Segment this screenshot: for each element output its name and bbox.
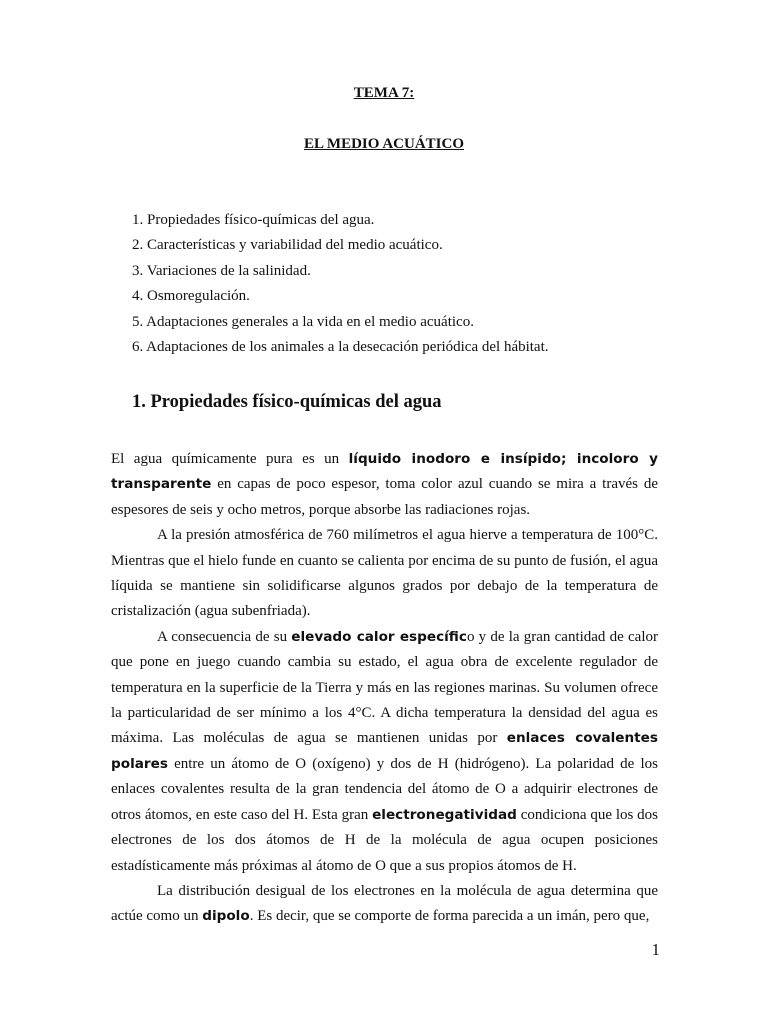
- section-body: [111, 447, 658, 930]
- toc-item: 1. Propiedades físico-químicas del agua.: [132, 212, 375, 228]
- paragraph-2: [111, 523, 658, 625]
- toc-item: 2. Características y variabilidad del medio acuático.: [132, 237, 443, 254]
- bold-term: electronegatividad: [372, 806, 517, 823]
- text-run: entre un átomo de O (oxígeno) y dos de H (hidrógeno). La polaridad de los enlaces covalentes resulta de la gran tendencia del átomo de O a adquirir electrones de otros átomos, en este caso del H. Esta gran: [111, 755, 658, 823]
- bold-term: enlaces covalentes polares: [111, 730, 658, 772]
- text-run: en capas de poco espesor, toma color azul cuando se mira a través de espesores de seis y ocho metros, porque absorbe las radiaciones rojas.: [111, 476, 658, 518]
- text-run: . Es decir, que se comporte de forma parecida a un imán, pero que,: [249, 908, 650, 925]
- paragraph-3: [111, 625, 658, 879]
- text-run: El agua químicamente pura es un: [111, 451, 349, 467]
- bold-term: líquido inodoro e insípido; incoloro y transparente: [111, 451, 659, 493]
- text-run: o y de la gran cantidad de calor que pone en juego cuando cambia su estado, el agua obra de excelente regulador de temperatura en la superficie de la Tierra y más en las regiones marinas. Su volumen ofrece la particularidad de ser mínimo a los 4°C. A dicha temperatura la densidad del agua es máxima. Las moléculas de agua se mantienen unidas por: [111, 628, 658, 747]
- toc-item: 3. Variaciones de la salinidad.: [132, 262, 311, 279]
- table-of-contents: [132, 208, 549, 360]
- toc-item: 5. Adaptaciones generales a la vida en el medio acuático.: [132, 313, 474, 330]
- bold-term: dipolo: [202, 908, 250, 925]
- text-run: A consecuencia de su: [157, 628, 292, 645]
- toc-item: 4. Osmoregulación.: [132, 288, 250, 305]
- toc-item: 6. Adaptaciones de los animales a la desecación periódica del hábitat.: [132, 338, 549, 355]
- document-title: EL MEDIO ACUÁTICO: [303, 136, 465, 152]
- page-number: 1: [651, 940, 660, 959]
- text-run: A la presión atmosférica de 760 milímetros el agua hierve a temperatura de 100°C. Mientras que el hielo funde en cuanto se calienta por encima de su punto de fusión, el agua líquida se mantiene sin solidificarse algunos grados por debajo de la temperatura de cristalización (agua subenfriada).: [111, 527, 658, 620]
- section-heading: 1. Propiedades físico-químicas del agua: [132, 392, 442, 412]
- tema-label: TEMA 7:: [353, 85, 415, 101]
- text-run: La distribución desigual de los electrones en la molécula de agua determina que actúe como un: [111, 882, 658, 925]
- text-run: condiciona que los dos electrones de los dos átomos de H de la molécula de agua ocupen posiciones estadísticamente más próximas al átomo de O que a sus propios átomos de H.: [111, 806, 658, 874]
- bold-term: elevado calor específic: [291, 628, 467, 645]
- paragraph-4: [111, 879, 658, 930]
- paragraph-1: [111, 447, 658, 523]
